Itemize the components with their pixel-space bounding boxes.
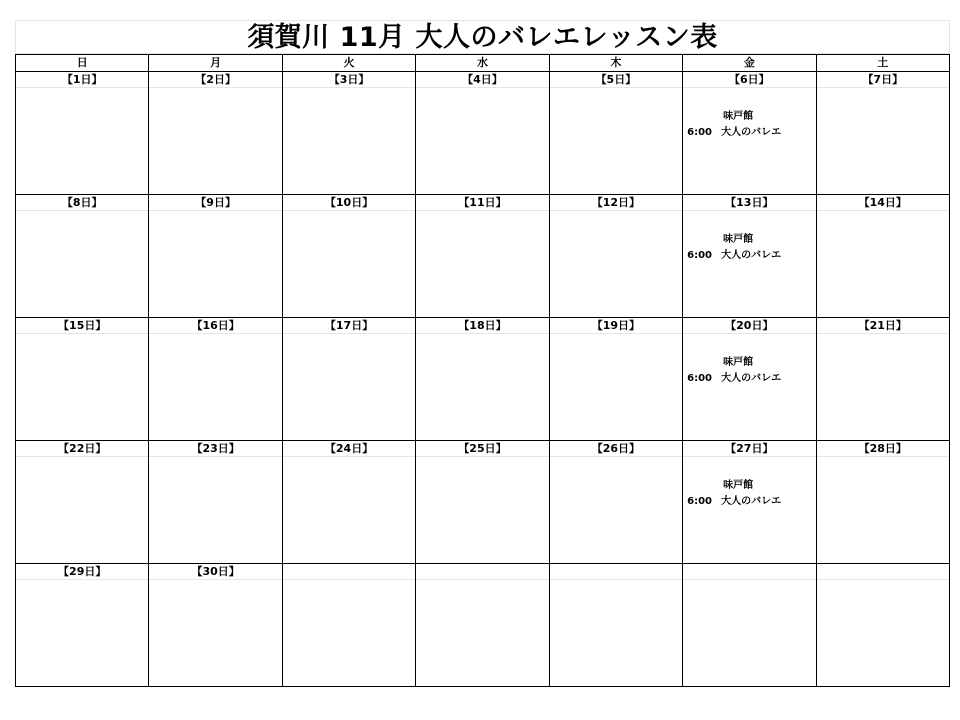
day-number: 【23日】 — [149, 441, 281, 457]
day-cell — [16, 564, 149, 687]
lesson-time: 6:00 — [687, 250, 712, 261]
day-cell — [282, 72, 415, 195]
day-cell — [16, 318, 149, 441]
day-cell — [149, 441, 282, 564]
day-number: 【5日】 — [550, 72, 682, 88]
day-cell — [282, 195, 415, 318]
day-cell — [16, 195, 149, 318]
day-cell — [549, 72, 682, 195]
week-row — [16, 564, 950, 687]
day-cell — [149, 564, 282, 687]
lesson-venue: 味戸館 — [723, 480, 754, 491]
lesson-line — [683, 248, 815, 264]
day-cell — [816, 195, 949, 318]
lesson-event — [683, 478, 815, 510]
day-cell — [549, 318, 682, 441]
page-title: 須賀川 11月 大人のバレエレッスン表 — [15, 20, 950, 54]
day-number: 【1日】 — [16, 72, 148, 88]
day-number — [416, 564, 548, 580]
day-cell — [282, 441, 415, 564]
day-number: 【7日】 — [817, 72, 949, 88]
weekday-header: 火 — [282, 55, 415, 72]
lesson-name: 大人のバレエ — [721, 496, 782, 507]
day-cell — [683, 318, 816, 441]
calendar-table — [15, 54, 950, 687]
day-cell — [549, 564, 682, 687]
lesson-name: 大人のバレエ — [721, 373, 782, 384]
day-number: 【14日】 — [817, 195, 949, 211]
lesson-line — [683, 494, 815, 510]
day-cell — [282, 318, 415, 441]
weekday-header: 木 — [549, 55, 682, 72]
lesson-venue: 味戸館 — [723, 357, 754, 368]
week-row — [16, 195, 950, 318]
lesson-event — [683, 355, 815, 387]
day-cell — [816, 564, 949, 687]
day-cell — [16, 441, 149, 564]
lesson-name: 大人のバレエ — [721, 127, 782, 138]
day-cell — [149, 318, 282, 441]
day-cell — [549, 195, 682, 318]
day-number: 【12日】 — [550, 195, 682, 211]
day-number: 【17日】 — [283, 318, 415, 334]
day-number: 【18日】 — [416, 318, 548, 334]
day-number: 【22日】 — [16, 441, 148, 457]
day-number: 【8日】 — [16, 195, 148, 211]
weekday-header: 水 — [416, 55, 549, 72]
weekday-header: 金 — [683, 55, 816, 72]
day-number: 【19日】 — [550, 318, 682, 334]
day-number: 【26日】 — [550, 441, 682, 457]
day-cell — [149, 72, 282, 195]
day-number — [550, 564, 682, 580]
day-cell — [816, 318, 949, 441]
day-number: 【27日】 — [683, 441, 815, 457]
day-cell — [16, 72, 149, 195]
day-number: 【29日】 — [16, 564, 148, 580]
day-cell — [416, 318, 549, 441]
lesson-venue: 味戸館 — [723, 111, 754, 122]
day-cell — [416, 564, 549, 687]
day-cell — [683, 441, 816, 564]
day-cell — [416, 195, 549, 318]
day-number: 【2日】 — [149, 72, 281, 88]
weekday-header: 月 — [149, 55, 282, 72]
weekday-header: 日 — [16, 55, 149, 72]
day-cell — [416, 441, 549, 564]
calendar-sheet — [15, 20, 950, 688]
day-cell — [816, 72, 949, 195]
day-number: 【3日】 — [283, 72, 415, 88]
day-cell — [282, 564, 415, 687]
day-number: 【24日】 — [283, 441, 415, 457]
day-number: 【20日】 — [683, 318, 815, 334]
day-cell — [416, 72, 549, 195]
day-number: 【25日】 — [416, 441, 548, 457]
day-number — [683, 564, 815, 580]
day-number: 【11日】 — [416, 195, 548, 211]
day-number — [817, 564, 949, 580]
day-number: 【6日】 — [683, 72, 815, 88]
calendar-body — [16, 72, 950, 687]
day-cell — [549, 441, 682, 564]
lesson-event — [683, 232, 815, 264]
week-row — [16, 72, 950, 195]
day-cell — [683, 72, 816, 195]
day-number: 【28日】 — [817, 441, 949, 457]
day-number: 【21日】 — [817, 318, 949, 334]
lesson-event — [683, 109, 815, 141]
day-number: 【13日】 — [683, 195, 815, 211]
week-row — [16, 441, 950, 564]
day-cell — [683, 195, 816, 318]
weekday-header: 土 — [816, 55, 949, 72]
lesson-time: 6:00 — [687, 496, 712, 507]
week-row — [16, 318, 950, 441]
lesson-time: 6:00 — [687, 373, 712, 384]
day-cell — [816, 441, 949, 564]
day-number — [283, 564, 415, 580]
day-cell — [683, 564, 816, 687]
day-number: 【9日】 — [149, 195, 281, 211]
lesson-time: 6:00 — [687, 127, 712, 138]
day-cell — [149, 195, 282, 318]
lesson-line — [683, 125, 815, 141]
lesson-venue: 味戸館 — [723, 234, 754, 245]
day-number: 【4日】 — [416, 72, 548, 88]
weekday-header-row — [16, 55, 950, 72]
day-number: 【30日】 — [149, 564, 281, 580]
day-number: 【16日】 — [149, 318, 281, 334]
lesson-line — [683, 371, 815, 387]
lesson-name: 大人のバレエ — [721, 250, 782, 261]
day-number: 【15日】 — [16, 318, 148, 334]
day-number: 【10日】 — [283, 195, 415, 211]
